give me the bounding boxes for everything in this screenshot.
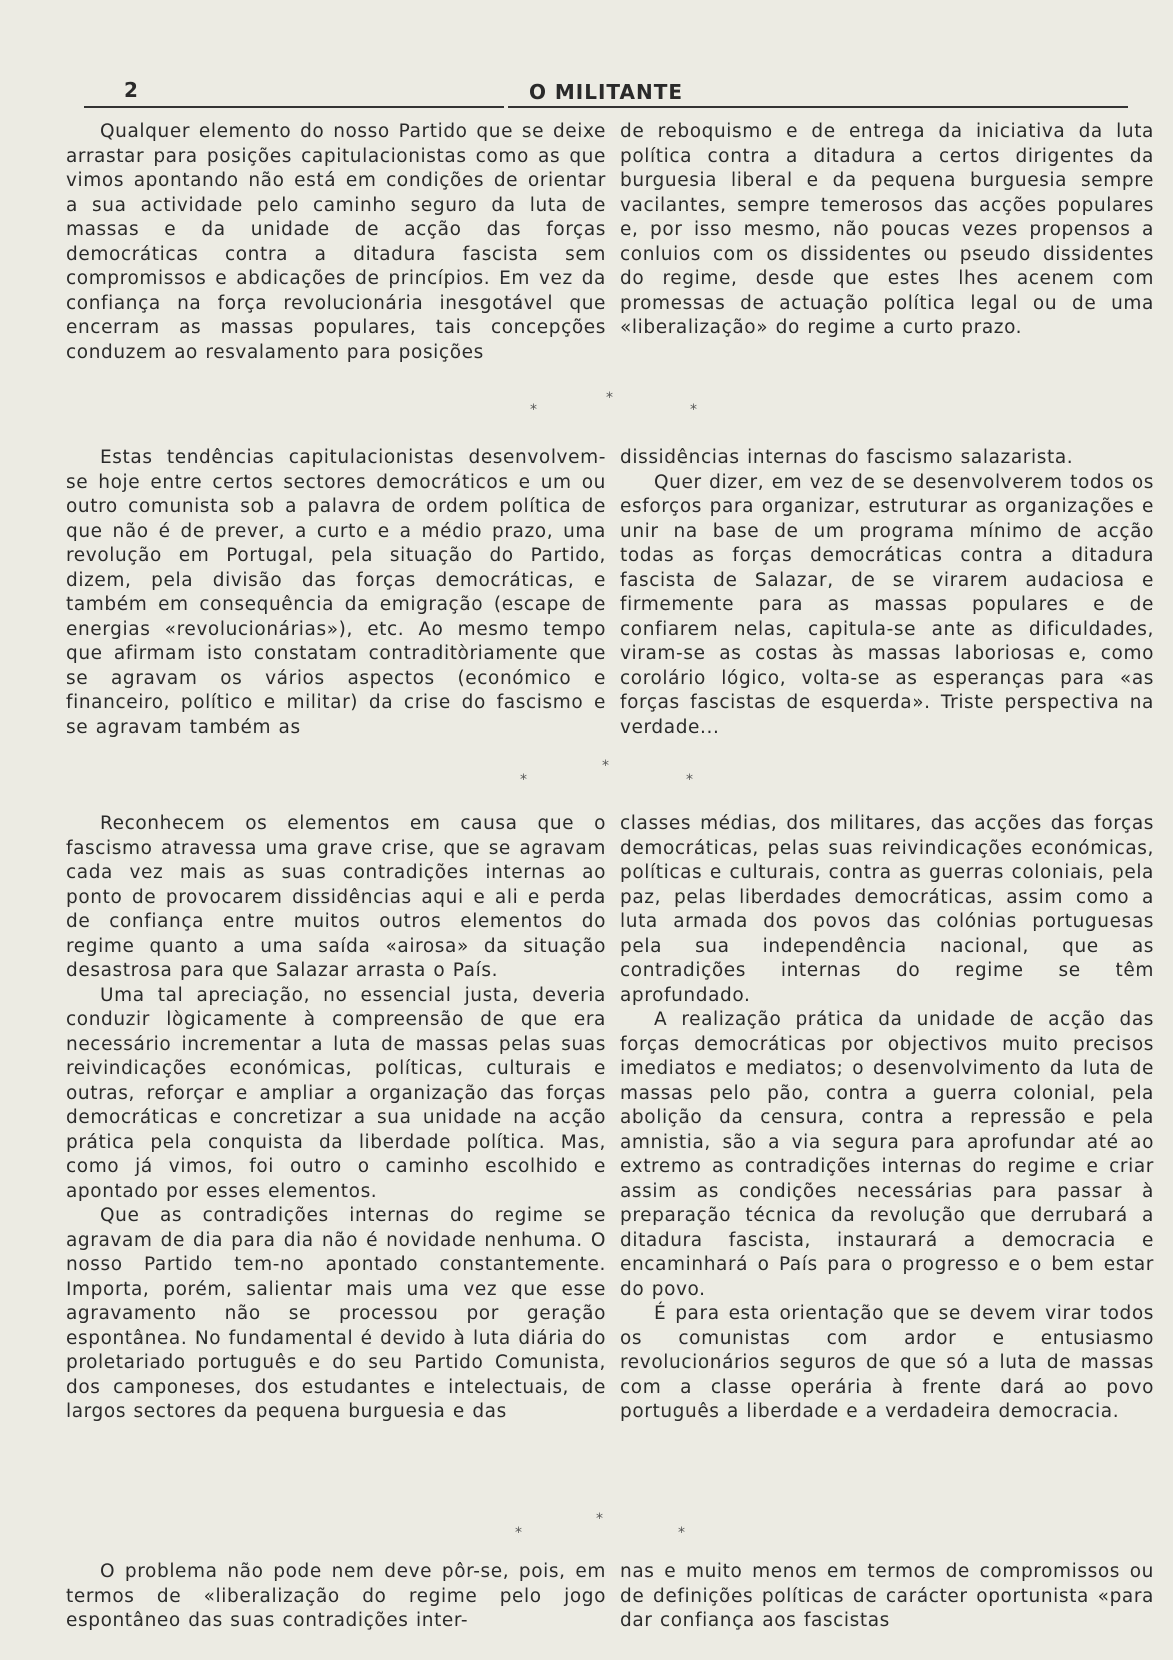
paragraph: Quer dizer, em vez de se desenvolverem todos os esforços para organizar, estruturar as organizações e unir na base de um programa mínimo de acção todas as forças democráticas contra a ditadura fascista de Salazar, de se virarem audaciosa e firmemente para as massas populares e de confiarem nelas, capitula-se ante as dificuldades, viram-se as costas às massas laboriosas e, como corolário lógico, volta-se as esperanças para «as forças fascistas de esquerda». Triste perspectiva na verdade... xyxy=(620,471,1155,738)
separator-star: * xyxy=(690,402,697,418)
paragraph: nas e muito menos em termos de compromissos ou de definições políticas de carácter oportunista «para dar confiança aos fascistas xyxy=(620,1561,1154,1631)
paragraph: A realização prática da unidade de acção das forças democráticas por objectivos muito precisos imediatos e mediatos; o desenvolvimento da luta de massas pelo pão, contra a guerra colonial, pela abolição da censura, contra a repressão e pela amnistia, são a via segura para aprofundar até ao extremo as contradições internas do regime e criar assim as condições necessárias para passar à preparação técnica da revolução que derrubará a ditadura fascista, instaurará a democracia e encaminhará o País para o progresso e o bem estar do povo. xyxy=(620,1009,1154,1300)
paragraph: de reboquismo e de entrega da iniciativa da luta política contra a ditadura a certos dirigentes da burguesia liberal e da pequena burguesia sempre vacilantes, sempre temerosos das acções populares e, por isso mesmo, não poucas vezes propensos a conluios com os dissidentes ou pseudo dissidentes do regime, desde que estes lhes acenem com promessas de actuação política legal ou de uma «liberalização» do regime a curto prazo. xyxy=(620,121,1154,338)
paragraph: Qualquer elemento do nosso Partido que se deixe arrastar para posições capitulacionistas como as que vimos apontando não está em condições de orientar a sua actividade pelo caminho seguro da luta de massas e da unidade de acção das forças democráticas contra a ditadura fascista sem compromissos e abdicações de princípios. Em vez da confiança na força revolucionária inesgotável que encerram as massas populares, tais concepções conduzem ao resvalamento para posições xyxy=(66,121,606,363)
separator-star: * xyxy=(686,772,693,788)
section-4-left-column xyxy=(66,1560,606,1634)
paragraph: Reconhecem os elementos em causa que o fascismo atravessa uma grave crise, que se agravam cada vez mais as suas contradições internas ao ponto de provocarem dissidências aqui e ali e perda de confiança entre muitos outros elementos do regime quanto a uma saída «airosa» da situação desastrosa para que Salazar arrasta o País. xyxy=(66,813,606,981)
section-3-left-column xyxy=(66,812,606,1425)
page-number: 2 xyxy=(124,78,138,102)
paragraph: Estas tendências capitulacionistas desenvolvem-se hoje entre certos sectores democráticos e um ou outro comunista sob a palavra de ordem política de que não é de prever, a curto e a médio prazo, uma revolução em Portugal, pela situação do Partido, dizem, pela divisão das forças democráticas, e também em consequência da emigração (escape de energias «revolucionárias»), etc. Ao mesmo tempo que afirmam isto constatam contraditòriamente que se agravam os vários aspectos (económico e financeiro, político e militar) da crise do fascismo e se agravam também as xyxy=(66,447,606,738)
paragraph: É para esta orientação que se devem virar todos os comunistas com ardor e entusiasmo revolucionários seguros de que só a luta de massas com a classe operária à frente dará ao povo português a liberdade e a verdadeira democracia. xyxy=(620,1303,1154,1422)
header-rule-right xyxy=(508,106,1128,108)
paragraph: O problema não pode nem deve pôr-se, pois, em termos de «liberalização do regime pelo jogo espontâneo das suas contradições inter- xyxy=(66,1561,606,1631)
separator-star: * xyxy=(596,1511,603,1527)
section-1-right-column xyxy=(620,120,1154,341)
separator-star: * xyxy=(530,402,537,418)
section-1-left-column xyxy=(66,120,606,365)
separator-star: * xyxy=(606,390,613,406)
separator-star: * xyxy=(520,772,527,788)
paragraph: Uma tal apreciação, no essencial justa, deveria conduzir lògicamente à compreensão de que era necessário incrementar a luta de massas pelas suas reivindicações económicas, políticas, culturais e outras, reforçar e ampliar a organização das forças democráticas e concretizar a sua unidade na acção prática pela conquista da liberdade política. Mas, como já vimos, foi outro o caminho escolhido e apontado por esses elementos. xyxy=(66,984,606,1202)
running-title: O MILITANTE xyxy=(528,80,684,104)
section-2-right-column xyxy=(620,446,1154,740)
separator-star: * xyxy=(602,758,609,774)
page-header xyxy=(84,78,1128,108)
header-rule-left xyxy=(84,106,504,108)
section-2-left-column xyxy=(66,446,606,740)
separator-star: * xyxy=(515,1525,522,1541)
section-3-right-column xyxy=(620,812,1154,1425)
section-4-right-column xyxy=(620,1560,1154,1634)
paragraph: classes médias, dos militares, das acções das forças democráticas, pelas suas reivindicações económicas, políticas e culturais, contra as guerras coloniais, pela paz, pelas liberdades democráticas, assim como a luta armada dos povos das colónias portuguesas pela sua independência nacional, que as contradições internas do regime se têm aprofundado. xyxy=(620,813,1154,1006)
paragraph: dissidências internas do fascismo salazarista. xyxy=(620,447,1074,468)
paragraph: Que as contradições internas do regime se agravam de dia para dia não é novidade nenhuma. O nosso Partido tem-no apontado constantemente. Importa, porém, salientar mais uma vez que esse agravamento não se processou por geração espontânea. No fundamental é devido à luta diária do proletariado português e do seu Partido Comunista, dos camponeses, dos estudantes e intelectuais, de largos sectores da pequena burguesia e das xyxy=(66,1205,606,1422)
separator-star: * xyxy=(678,1525,685,1541)
